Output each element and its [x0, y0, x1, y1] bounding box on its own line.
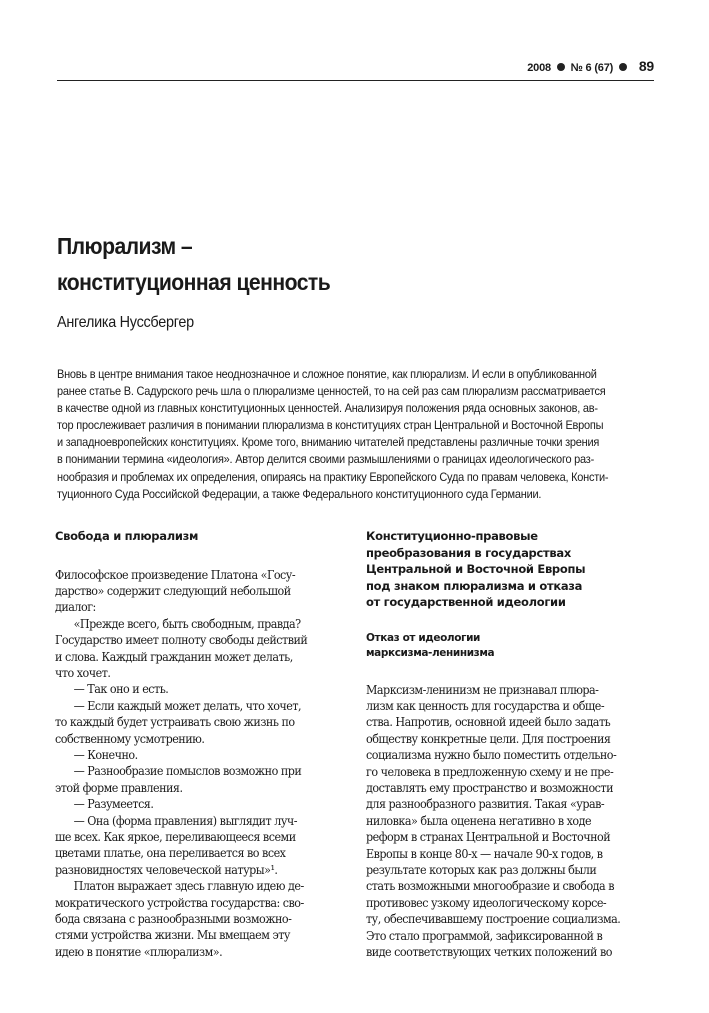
section-heading-line: преобразования в государствах [366, 545, 571, 560]
body-line: — Она (форма правления) выглядит луч- [73, 813, 298, 828]
abstract-line: нообразия и проблемах их определения, опираясь на практику Европейского Суда по правам человека, Консти- [57, 469, 609, 484]
body-line: обществу конкретные цели. Для построения [366, 731, 611, 746]
issue-info [527, 58, 654, 74]
body-line: Европы в конце 80-х — начале 90-х годов, в [366, 846, 603, 861]
article-title-line: Плюрализм – [57, 233, 193, 259]
abstract-line: в понимании термина «идеология». Автор делится своими размышлениями о границах идеологического раз- [57, 452, 595, 467]
body-line: что хочет. [55, 665, 111, 680]
body-line: Государство имеет полноту свободы действий [55, 633, 308, 648]
body-line: — Разумеется. [73, 797, 154, 812]
body-line: мократического устройства государства: сво- [55, 895, 304, 910]
body-line: — Так оно и есть. [73, 682, 169, 697]
body-line: дарство» содержит следующий небольшой [55, 583, 291, 598]
section-heading-line: Центральной и Восточной Европы [366, 562, 586, 576]
body-line: — Если каждый может делать, что хочет, [73, 698, 302, 713]
article-title-line: конституционная ценность [57, 269, 331, 295]
page-number: 89 [638, 58, 654, 74]
body-line: — Конечно. [73, 747, 138, 762]
body-line: Марксизм-ленинизм не признавал плюра- [366, 682, 599, 697]
body-line: Это стало программой, зафиксированной в [366, 928, 603, 943]
body-line: собственному усмотрению. [55, 731, 205, 746]
body-line: то каждый будет устраивать свою жизнь по [55, 715, 295, 730]
body-line: ту, обеспечивавшему построение социализма. [366, 912, 621, 927]
body-line: для разнообразного развития. Такая «урав- [366, 797, 605, 812]
abstract-line: в качестве одной из главных конституционных ценностей. Анализируя положения ряда основных законов, ав- [57, 401, 598, 416]
abstract-line: ранее статье В. Садурского речь шла о плюрализме ценностей, то на сей раз сам плюрализм рассматривается [57, 384, 606, 399]
body-line: диалог: [55, 600, 96, 615]
bullet-dot-icon [557, 63, 565, 71]
issue-number: № 6 (67) [570, 62, 614, 74]
abstract-line: туционного Суда Российской Федерации, а также Федерального конституционного суда Германии. [57, 486, 542, 501]
abstract-line: тор прослеживает различия в понимании плюрализма в конституциях стран Центральной и Восточной Европы [57, 418, 604, 433]
section-heading-line: под знаком плюрализма и отказа [366, 578, 583, 593]
article-abstract [57, 366, 654, 503]
body-line: Философское произведение Платона «Госу- [55, 567, 296, 582]
body-line: виде соответствующих четких положений во [366, 945, 612, 959]
body-line: и слова. Каждый гражданин может делать, [55, 649, 293, 664]
subsection-heading-line: Отказ от идеологии [366, 631, 481, 644]
body-line: ства. Напротив, основной идеей было задать [366, 715, 611, 730]
right-body-text [366, 682, 633, 961]
subsection-heading-line: марксизма-ленинизма [366, 647, 495, 659]
section-heading-line: Конституционно-правовые [366, 529, 538, 543]
section-heading [366, 528, 653, 611]
body-line: стать возможными многообразие и свобода в [366, 879, 615, 894]
body-line: результате которых как раз должны были [366, 862, 597, 877]
body-line: — Разнообразие помыслов возможно при [73, 764, 302, 779]
article-author: Ангелика Нуссбергер [57, 314, 194, 331]
bullet-dot-icon [619, 63, 627, 71]
left-body-text [55, 567, 322, 961]
body-line: противовес узкому идеологическому корсе- [366, 895, 607, 910]
body-line: реформ в странах Центральной и Восточной [366, 830, 611, 845]
subsection-heading [366, 631, 653, 662]
body-line: стями устройства жизни. Мы вмещаем эту [55, 928, 290, 943]
body-line: Платон выражает здесь главную идею де- [73, 879, 304, 894]
body-line: бода связана с разнообразными возможно- [55, 912, 292, 927]
section-heading-line: Свобода и плюрализм [55, 529, 199, 543]
body-line: го человека в предложенную схему и не пре- [366, 764, 614, 779]
body-line: идею в понятие «плюрализм». [55, 944, 223, 959]
article-title [57, 228, 609, 300]
body-line: этой форме правления. [55, 780, 183, 795]
body-line: разновидностях человеческой натуры»¹. [55, 862, 278, 877]
body-line: ниловка» была оценена негативно в ходе [366, 813, 592, 828]
issue-year: 2008 [527, 62, 551, 74]
left-column [55, 528, 342, 960]
section-heading-line: от государственной идеологии [366, 595, 566, 609]
body-line: цветами платье, она переливается во всех [55, 846, 286, 861]
body-line: «Прежде всего, быть свободным, правда? [73, 616, 301, 631]
body-line: доставлять ему пространство и возможности [366, 780, 614, 795]
running-header [57, 56, 654, 81]
abstract-line: Вновь в центре внимания такое неоднозначное и сложное понятие, как плюрализм. И если в опубликованной [57, 367, 597, 381]
body-line: лизм как ценность для государства и обще- [366, 698, 605, 713]
section-heading [55, 528, 342, 545]
body-line: ше всех. Как яркое, переливающееся всеми [55, 830, 296, 844]
right-column [366, 528, 653, 960]
body-line: социализма нужно было поместить отдельно- [366, 748, 617, 763]
abstract-line: и западноевропейских конституциях. Кроме того, вниманию читателей представлены различные точки зрения [57, 435, 600, 450]
